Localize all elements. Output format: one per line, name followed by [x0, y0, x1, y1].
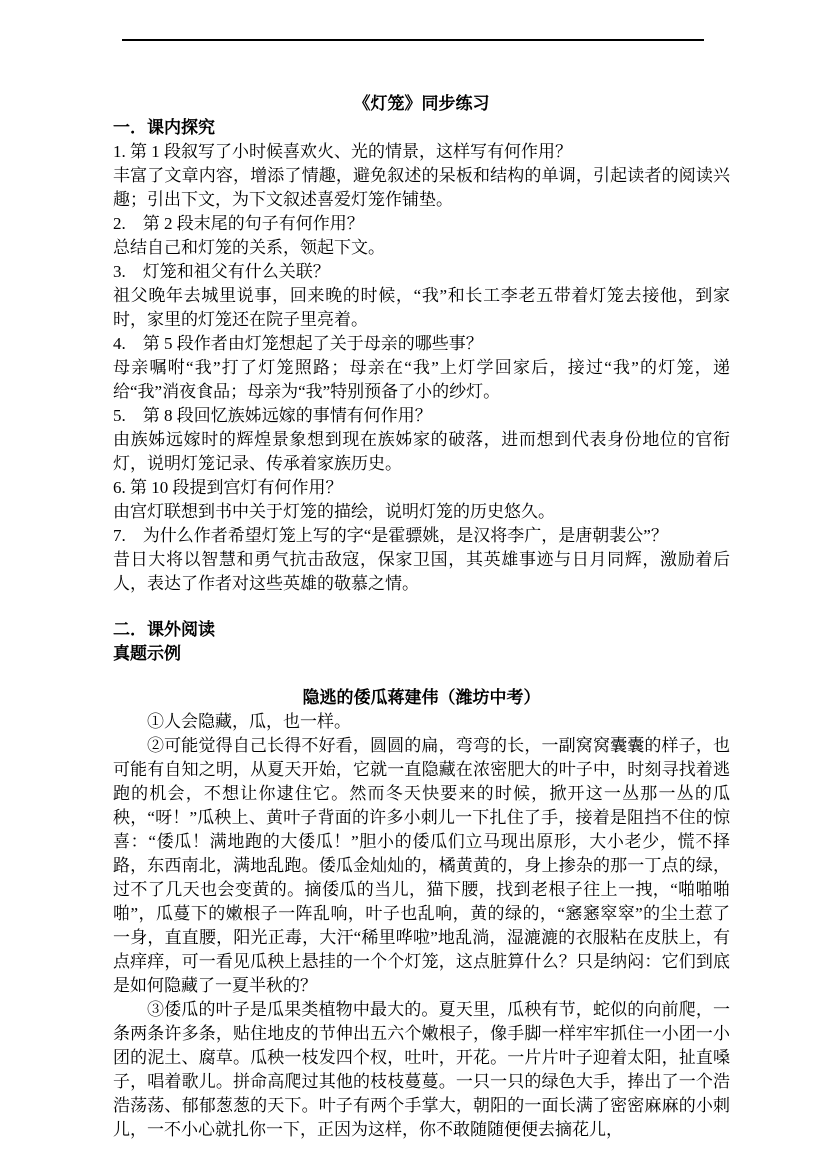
article-title: 隐逃的倭瓜蒋建伟（潍坊中考） — [302, 688, 541, 707]
question-2: 2. 第 2 段末尾的句子有何作用？ — [113, 214, 364, 233]
question-1: 1. 第 1 段叙写了小时候喜欢火、光的情景，这样写有何作用？ — [113, 142, 572, 161]
header-divider — [122, 39, 704, 41]
article-paragraph-3: ③倭瓜的叶子是瓜果类植物中最大的。夏天里，瓜秧有节，蛇似的向前爬，一条两条许多条，贴住地皮的节伸出五六个嫩根子，像手脚一样牢牢抓住一小团一小团的泥土、腐草。瓜秧一枝发四个杈，吐叶，开花。一片片叶子迎着太阳，扯直嗓子，唱着歌儿。拼命高爬过其他的枝枝蔓蔓。一只一只的绿色大手，捧出了一个浩浩荡荡、郁郁葱葱的天下。叶子有两个手掌大，朝阳的一面长满了密密麻麻的小刺儿，一不小心就扎你一下，正因为这样，你不敢随随便便去摘花儿， — [113, 1000, 730, 1139]
answer-4: 母亲嘱咐“我”打了灯笼照路；母亲在“我”上灯学回家后，接过“我”的灯笼，递给“我”消夜食品；母亲为“我”特别预备了小的纱灯。 — [113, 358, 730, 401]
answer-1: 丰富了文章内容，增添了情趣，避免叙述的呆板和结构的单调，引起读者的阅读兴趣；引出下文，为下文叙述喜爱灯笼作铺垫。 — [113, 166, 730, 209]
section-two-subheading: 真题示例 — [113, 644, 181, 663]
answer-7: 昔日大将以智慧和勇气抗击敌寇，保家卫国，其英雄事迹与日月同辉，激励着后人，表达了作者对这些英雄的敬慕之情。 — [113, 550, 730, 593]
answer-3: 祖父晚年去城里说事，回来晚的时候，“我”和长工李老五带着灯笼去接他，到家时，家里的灯笼还在院子里亮着。 — [113, 286, 730, 329]
article-paragraph-1: ①人会隐藏，瓜，也一样。 — [147, 712, 351, 731]
question-7: 7. 为什么作者希望灯笼上写的字“是霍骠姚，是汉将李广，是唐朝裴公”？ — [113, 526, 668, 545]
article-paragraph-2: ②可能觉得自己长得不好看，圆圆的扁，弯弯的长，一副窝窝囊囊的样子，也可能有自知之明，从夏天开始，它就一直隐藏在浓密肥大的叶子中，时刻寻找着逃跑的机会，不想让你逮住它。然而冬天快要来的时候，掀开这一丛那一丛的瓜秧，“呀！”瓜秧上、黄叶子背面的许多小刺儿一下扎住了手，接着是阻挡不住的惊喜：“倭瓜！满地跑的大倭瓜！”胆小的倭瓜们立马现出原形，大小老少，慌不择路，东西南北，满地乱跑。倭瓜金灿灿的，橘黄黄的，身上掺杂的那一丁点的绿，过不了几天也会变黄的。摘倭瓜的当儿，猫下腰，找到老根子往上一拽，“啪啪啪啪”，瓜蔓下的嫩根子一阵乱响，叶子也乱响，黄的绿的，“窸窸窣窣”的尘土惹了一身，直直腰，阳光正毒，大汗“稀里哗啦”地乱淌，湿漉漉的衣服粘在皮肤上，有点痒痒，可一看见瓜秧上悬挂的一个个灯笼，这点脏算什么？只是纳闷：它们到底是如何隐藏了一夏半秋的？ — [113, 736, 730, 995]
question-6: 6. 第 10 段提到宫灯有何作用？ — [113, 478, 343, 497]
answer-6: 由宫灯联想到书中关于灯笼的描绘，说明灯笼的历史悠久。 — [113, 502, 555, 521]
document-title: 《灯笼》同步练习 — [353, 94, 490, 113]
section-two-heading: 二．课外阅读 — [113, 620, 215, 639]
answer-2: 总结自己和灯笼的关系，领起下文。 — [113, 238, 385, 257]
answer-5: 由族姊远嫁时的辉煌景象想到现在族姊家的破落，进而想到代表身份地位的官衔灯，说明灯笼记录、传承着家族历史。 — [113, 430, 730, 473]
question-5: 5. 第 8 段回忆族姊远嫁的事情有何作用？ — [113, 406, 432, 425]
section-one-heading: 一．课内探究 — [113, 118, 215, 137]
question-3: 3. 灯笼和祖父有什么关联？ — [113, 262, 330, 281]
document-content — [113, 92, 730, 1142]
question-4: 4. 第 5 段作者由灯笼想起了关于母亲的哪些事？ — [113, 334, 483, 353]
